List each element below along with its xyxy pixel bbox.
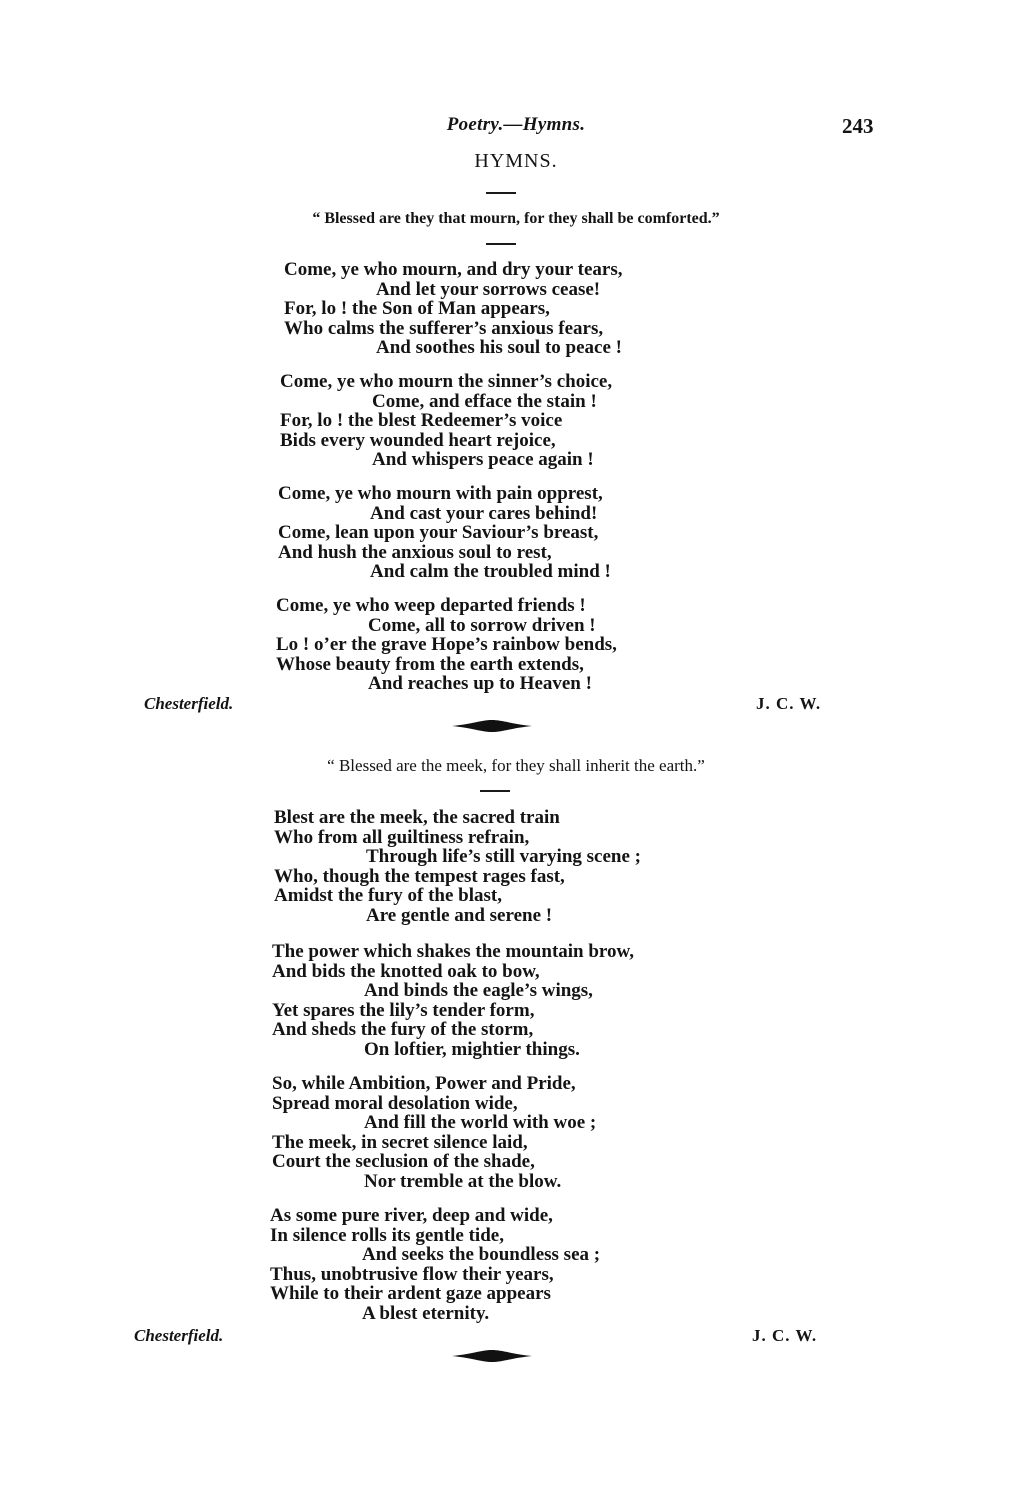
verse-line: So, while Ambition, Power and Pride, xyxy=(272,1073,576,1094)
verse-line: And calm the troubled mind ! xyxy=(370,561,611,583)
section-title: HYMNS. xyxy=(474,150,558,172)
verse-line: And binds the eagle’s wings, xyxy=(364,980,593,1002)
verse-line: Blest are the meek, the sacred train xyxy=(274,807,560,828)
verse-line: And reaches up to Heaven ! xyxy=(368,673,592,695)
hymn-2-stanza-1 xyxy=(274,808,641,926)
verse-line: Come, ye who weep departed friends ! xyxy=(276,595,586,616)
verse-line: And whispers peace again ! xyxy=(372,449,594,471)
verse-line: While to their ardent gaze appears xyxy=(270,1283,551,1305)
verse-line: Who, though the tempest rages fast, xyxy=(274,865,565,887)
verse-line: Who from all guiltiness refrain, xyxy=(274,826,530,848)
verse-line: Bids every wounded heart rejoice, xyxy=(280,429,556,451)
hymn-2-stanza-4 xyxy=(270,1206,600,1324)
verse-line: And seeks the boundless sea ; xyxy=(362,1244,601,1266)
verse-line: And hush the anxious soul to rest, xyxy=(278,541,552,563)
hymn-1-stanza-3 xyxy=(278,484,611,582)
hymn-2-epigraph: “ Blessed are the meek, for they shall inherit the earth.” xyxy=(327,756,705,775)
verse-line: On loftier, mightier things. xyxy=(364,1038,580,1060)
hymn-1-place: Chesterfield. xyxy=(144,694,234,713)
verse-line: The power which shakes the mountain brow, xyxy=(272,941,634,962)
page-number: 243 xyxy=(842,114,874,138)
verse-line: Yet spares the lily’s tender form, xyxy=(272,999,535,1021)
verse-line: Whose beauty from the earth extends, xyxy=(276,653,584,675)
verse-line: The meek, in secret silence laid, xyxy=(272,1131,528,1153)
verse-line: Lo ! o’er the grave Hope’s rainbow bends, xyxy=(276,634,617,656)
verse-line: Spread moral desolation wide, xyxy=(272,1092,518,1114)
verse-line: Are gentle and serene ! xyxy=(366,904,553,926)
title-rule xyxy=(486,192,516,194)
verse-line: Thus, unobtrusive flow their years, xyxy=(270,1263,554,1285)
verse-line: And fill the world with woe ; xyxy=(364,1112,597,1134)
verse-line: And let your sorrows cease! xyxy=(376,278,601,300)
verse-line: And sheds the fury of the storm, xyxy=(272,1019,534,1041)
verse-line: Come, ye who mourn, and dry your tears, xyxy=(284,259,623,280)
hymn-2-author: J. C. W. xyxy=(752,1326,818,1345)
verse-line: For, lo ! the blest Redeemer’s voice xyxy=(280,410,563,432)
verse-line: Come, ye who mourn with pain opprest, xyxy=(278,483,603,504)
verse-line: As some pure river, deep and wide, xyxy=(270,1205,553,1226)
ornament-divider xyxy=(452,720,532,732)
verse-line: Come, all to sorrow driven ! xyxy=(368,614,596,636)
ornament-divider xyxy=(452,1350,532,1362)
hymn-1-epigraph: “ Blessed are they that mourn, for they shall be comforted.” xyxy=(312,210,720,227)
hymn-1-stanza-1 xyxy=(284,260,622,358)
hymn-1-stanza-2 xyxy=(280,372,612,470)
verse-line: Nor tremble at the blow. xyxy=(364,1170,562,1192)
hymn-2-place: Chesterfield. xyxy=(134,1326,224,1345)
verse-line: Come, ye who mourn the sinner’s choice, xyxy=(280,371,613,392)
hymn-1-epigraph-rule xyxy=(486,243,516,245)
hymn-1-author: J. C. W. xyxy=(756,694,822,713)
running-title: Poetry.—Hymns. xyxy=(446,114,586,135)
verse-line: A blest eternity. xyxy=(362,1302,490,1324)
hymn-1-stanza-4 xyxy=(276,596,617,694)
verse-line: Amidst the fury of the blast, xyxy=(274,885,502,907)
verse-line: In silence rolls its gentle tide, xyxy=(270,1224,504,1246)
hymn-2-stanza-3 xyxy=(272,1074,596,1192)
verse-line: Who calms the sufferer’s anxious fears, xyxy=(284,317,604,339)
verse-line: Come, lean upon your Saviour’s breast, xyxy=(278,522,599,544)
verse-line: Come, and efface the stain ! xyxy=(372,390,597,412)
hymn-2-stanza-2 xyxy=(272,942,634,1060)
verse-line: And cast your cares behind! xyxy=(370,502,598,524)
hymn-2-epigraph-rule xyxy=(480,790,510,792)
verse-line: For, lo ! the Son of Man appears, xyxy=(284,298,550,320)
verse-line: And bids the knotted oak to bow, xyxy=(272,960,540,982)
verse-line: Through life’s still varying scene ; xyxy=(366,846,641,868)
verse-line: And soothes his soul to peace ! xyxy=(376,337,622,359)
verse-line: Court the seclusion of the shade, xyxy=(272,1151,535,1173)
